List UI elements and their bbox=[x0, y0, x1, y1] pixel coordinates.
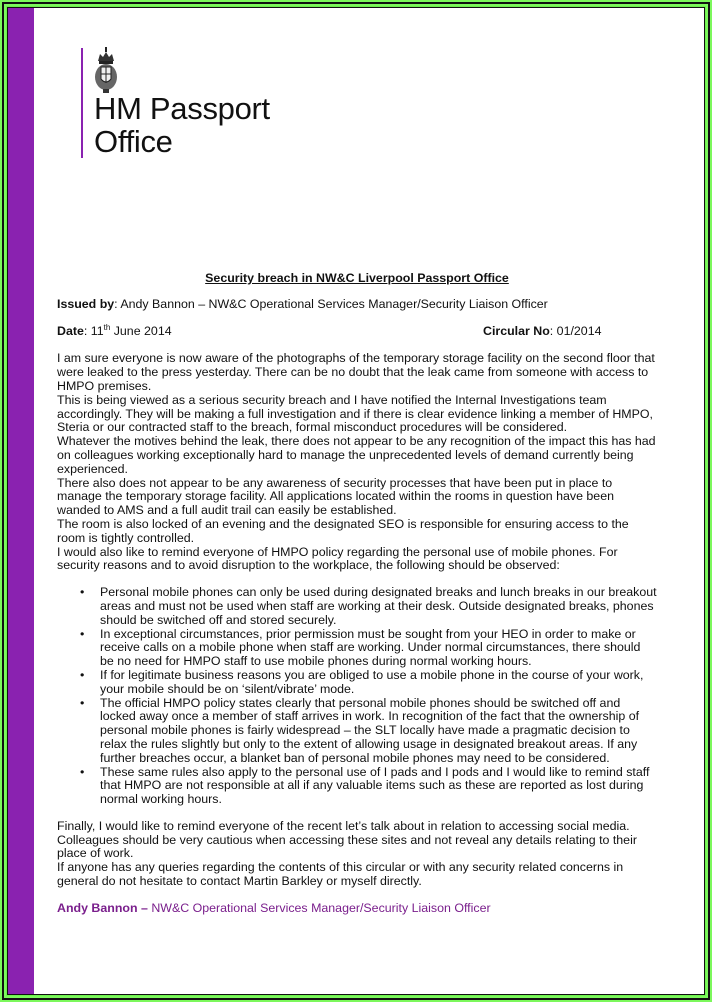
closing-paragraph: Finally, I would like to remind everyone of the recent let’s talk about in relation to accessing social media. Colleagues should be very cautious when accessing these sites and not reveal any details relating to their place of work. bbox=[57, 818, 637, 861]
document-page bbox=[7, 7, 705, 995]
logo-line-1: HM Passport bbox=[94, 91, 270, 126]
paragraph: I am sure everyone is now aware of the photographs of the temporary storage facility on the second floor that were leaked to the press yesterday. There can be no doubt that the leak came from someone with access to HMPO premises. bbox=[57, 351, 655, 393]
paragraph: The room is also locked of an evening and the designated SEO is responsible for ensuring access to the room is tightly controlled. bbox=[57, 516, 629, 545]
logo-wordmark bbox=[94, 92, 270, 158]
logo-divider bbox=[81, 48, 83, 158]
paragraph: I would also like to remind everyone of HMPO policy regarding the personal use of mobile phones. For security reasons and to avoid disruption to the workplace, the following should be observed: bbox=[57, 544, 618, 573]
circular-body bbox=[57, 272, 657, 916]
signature bbox=[57, 902, 657, 916]
document-title: Security breach in NW&C Liverpool Passport Office bbox=[205, 271, 509, 285]
issued-by-label: Issued by bbox=[57, 296, 115, 311]
closing-paragraph: If anyone has any queries regarding the contents of this circular or with any security related concerns in general do not hesitate to contact Martin Barkley or myself directly. bbox=[57, 860, 624, 889]
list-item: • In exceptional circumstances, prior permission must be sought from your HEO in order to make or receive calls on a mobile phone when staff are working. Under normal circumstances, there should be no need for HMPO staff to use mobile phones during normal working hours. bbox=[100, 628, 657, 669]
rules-list bbox=[57, 586, 657, 807]
list-item: • These same rules also apply to the personal use of I pads and I pods and I would like to remind staff that HMPO are not responsible at all if any valuable items such as these are reported as lost during normal working hours. bbox=[100, 766, 657, 807]
circular-value: : 01/2014 bbox=[549, 323, 602, 338]
logo-line-2: Office bbox=[94, 124, 173, 159]
purple-side-bar bbox=[8, 8, 34, 994]
list-item: • The official HMPO policy states clearly that personal mobile phones should be switched off and locked away once a member of staff arrives in work. In recognition of the fact that the ownership of personal mobile phones is fairly widespread – the SLT locally have made a pragmatic decision to relax the rules slightly but only to the extent of allowing usage in designated breakout areas. If any further breaches occur, a blanket ban of personal mobile phones may need to be considered. bbox=[100, 697, 657, 766]
date-suffix: th bbox=[103, 322, 111, 332]
date-rest: June 2014 bbox=[110, 323, 172, 338]
date-day: : 11 bbox=[83, 323, 104, 338]
date-label: Date bbox=[57, 323, 84, 338]
crest-icon bbox=[93, 47, 119, 95]
date-line bbox=[57, 322, 657, 339]
issued-by bbox=[57, 298, 657, 312]
signature-role: NW&C Operational Services Manager/Security Liaison Officer bbox=[147, 900, 491, 915]
circular-number bbox=[483, 325, 601, 339]
issued-by-value: : Andy Bannon – NW&C Operational Services Manager/Security Liaison Officer bbox=[114, 296, 548, 311]
circular-label: Circular No bbox=[483, 323, 550, 338]
paragraph: Whatever the motives behind the leak, there does not appear to be any recognition of the impact this has had on colleagues working exceptionally hard to manage the unprecedented levels of demand currently being experienced. bbox=[57, 434, 656, 476]
list-item: • Personal mobile phones can only be used during designated breaks and lunch breaks in our breakout areas and must not be used when staff are working at their desk. Outside designated breaks, phones should be switched off and stored securely. bbox=[100, 586, 657, 627]
paragraph: This is being viewed as a serious security breach and I have notified the Internal Investigations team accordingly. They will be making a full investigation and if there is clear evidence linking a member of HMPO, Steria or our contracted staff to the breach, formal misconduct procedures will be considered. bbox=[57, 392, 653, 435]
signature-name: Andy Bannon – bbox=[57, 900, 148, 915]
list-item: • If for legitimate business reasons you are obliged to use a mobile phone in the course of your work, your mobile should be on ‘silent/vibrate’ mode. bbox=[100, 669, 657, 697]
paragraph: There also does not appear to be any awareness of security processes that have been put in place to manage the temporary storage facility. All applications located within the rooms in question have been wanded to AMS and a full audit trail can easily be established. bbox=[57, 475, 614, 518]
